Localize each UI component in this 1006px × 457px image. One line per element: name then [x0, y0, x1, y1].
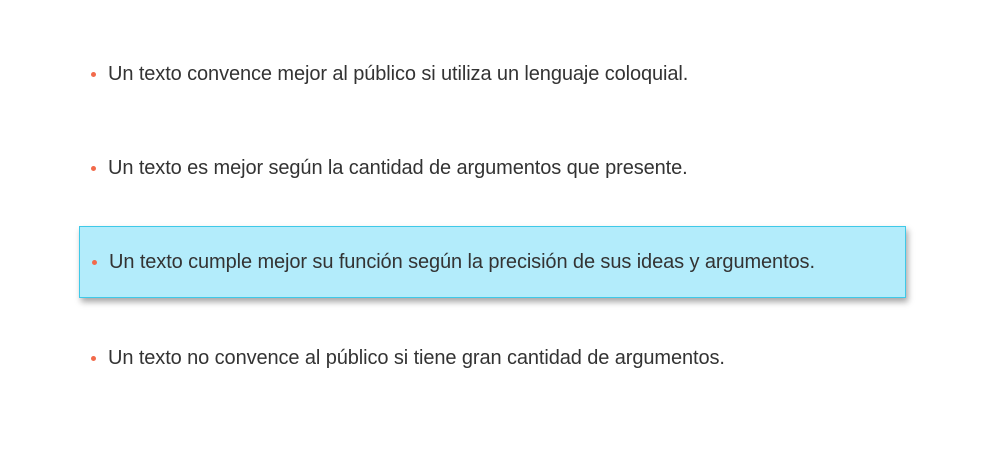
answer-option-2[interactable]: [79, 132, 906, 204]
bullet-dot-icon: [92, 260, 97, 265]
bullet-dot-icon: [91, 356, 96, 361]
answer-option-label: Un texto es mejor según la cantidad de argumentos que presente.: [108, 156, 688, 179]
answer-option-3-selected[interactable]: [79, 226, 906, 298]
answer-option-label: Un texto no convence al público si tiene gran cantidad de argumentos.: [108, 346, 725, 369]
bullet-dot-icon: [91, 72, 96, 77]
answer-option-4[interactable]: [79, 322, 906, 394]
bullet-dot-icon: [91, 166, 96, 171]
answer-option-label: Un texto convence mejor al público si utiliza un lenguaje coloquial.: [108, 62, 689, 85]
answer-option-1[interactable]: [79, 38, 906, 110]
answer-option-label: Un texto cumple mejor su función según la precisión de sus ideas y argumentos.: [109, 250, 815, 273]
